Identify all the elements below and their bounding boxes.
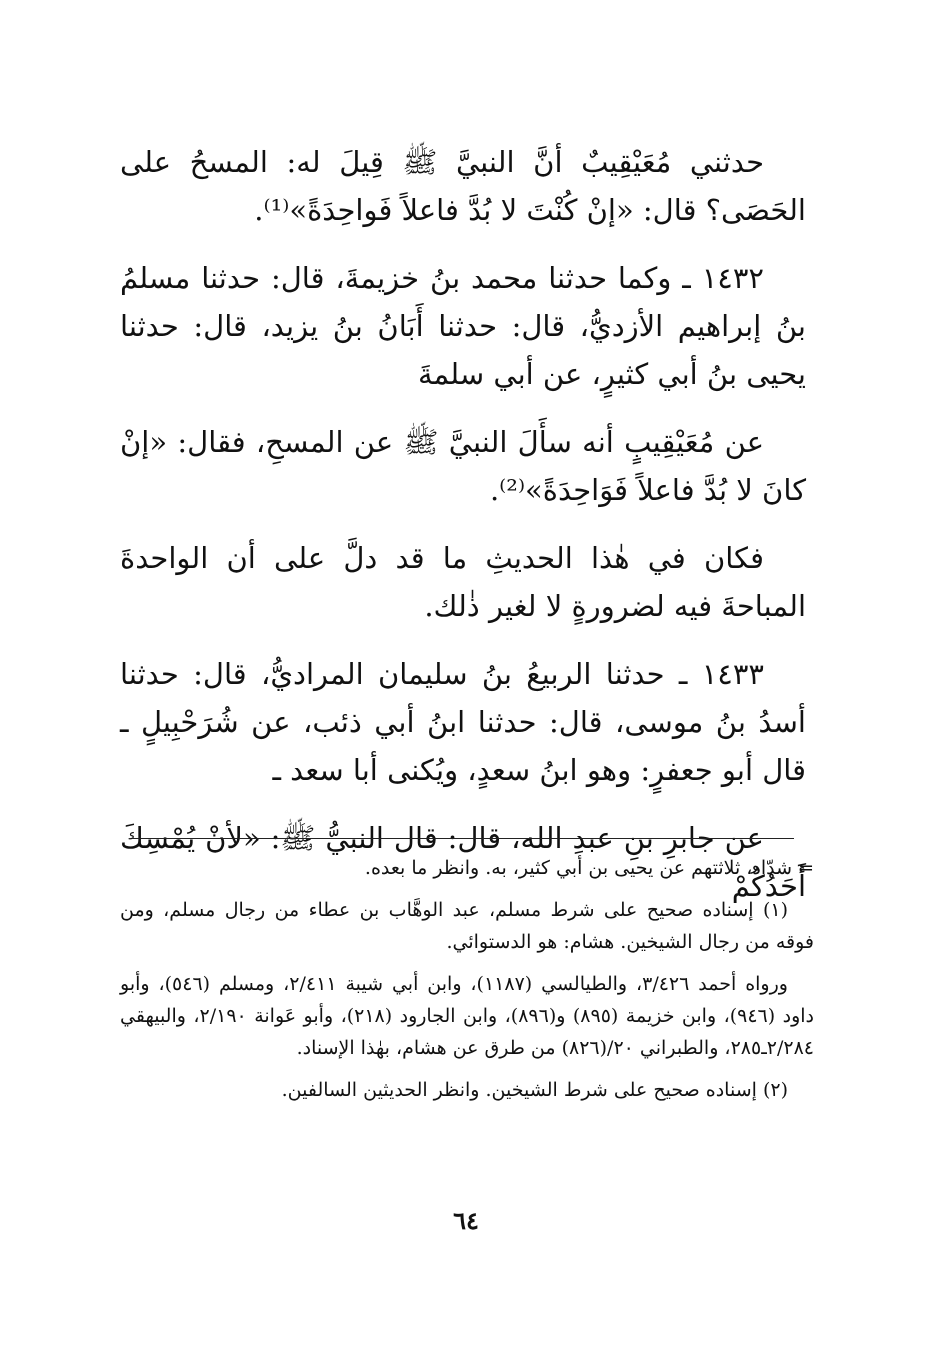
paragraph-6: عن جابرِ بنِ عبدِ الله، قال: قال النبيُّ ﷺ: «لأنْ يُمْسِكَ أَحَدُكُمْ (120, 821, 806, 903)
footnote-1: (١) إسناده صحيح على شرط مسلم، عبد الوهَّاب بن عطاء من رجال مسلم، ومن فوقه من رجال الشيخين. هشام: هو الدستوائي. (120, 899, 814, 953)
page-number: ٦٤ (453, 1206, 479, 1235)
paragraph-hadith-1433: ١٤٣٣ ـ حدثنا الربيعُ بنُ سليمان المراديُّ، قال: حدثنا أسدُ بنُ موسى، قال: حدثنا ابنُ أبي ذئب، عن شُرَحْبِيلٍ ـ قال أبو جعفرٍ: وهو ابنُ سعدٍ، ويُكنى أبا سعد ـ (120, 657, 806, 787)
footnote-2: (٢) إسناده صحيح على شرط الشيخين. وانظر الحديثين السالفين. (281, 1079, 788, 1101)
paragraph-3: عن مُعَيْقِيبٍ أنه سأَلَ النبيَّ ﷺ عن المسحِ، فقال: «إنْ كانَ لا بُدَّ فاعلاً فَوَاحِدَةً»⁽²⁾. (120, 425, 806, 507)
paragraph-hadith-1432: ١٤٣٢ ـ وكما حدثنا محمد بنُ خزيمةَ، قال: حدثنا مسلمُ بنُ إبراهيم الأزديُّ، قال: حدثنا أَبَانُ بنُ يزيد، قال: حدثنا يحيى بنُ أبي كثيرٍ، عن أبي سلمةَ (120, 261, 806, 391)
footnotes (120, 852, 814, 1116)
footnote-continuation: = شدّاد، ثلاثتهم عن يحيى بن أبي كثير، به. وانظر ما بعده. (364, 857, 814, 879)
paragraph-commentary: فكان في هٰذا الحديثِ ما قد دلَّ على أن الواحدةَ المباحةَ فيه لضرورةٍ لا لغير ذٰلك. (120, 541, 806, 623)
footnote-separator (132, 838, 794, 839)
paragraph-1: حدثني مُعَيْقِيبٌ أنَّ النبيَّ ﷺ قِيلَ له: المسحُ على الحَصَى؟ قال: «إنْ كُنْتَ لا بُدَّ فاعلاً فَواحِدَةً»⁽¹⁾. (120, 145, 806, 227)
main-text (120, 138, 806, 930)
footnote-1-sources: ورواه أحمد ٣/٤٢٦، والطيالسي (١١٨٧)، وابن أبي شيبة ٢/٤١١، ومسلم (٥٤٦)، وأبو داود (٩٤٦)، وابن خزيمة (٨٩٥) و(٨٩٦)، وابن الجارود (٢١٨)، وأبو عَوانة ٢/١٩٠، والبيهقي ٢/٢٨٤ـ٢٨٥، والطبراني ٢٠/(٨٢٦) من طرق عن هشام، بهٰذا الإسناد. (120, 973, 814, 1059)
